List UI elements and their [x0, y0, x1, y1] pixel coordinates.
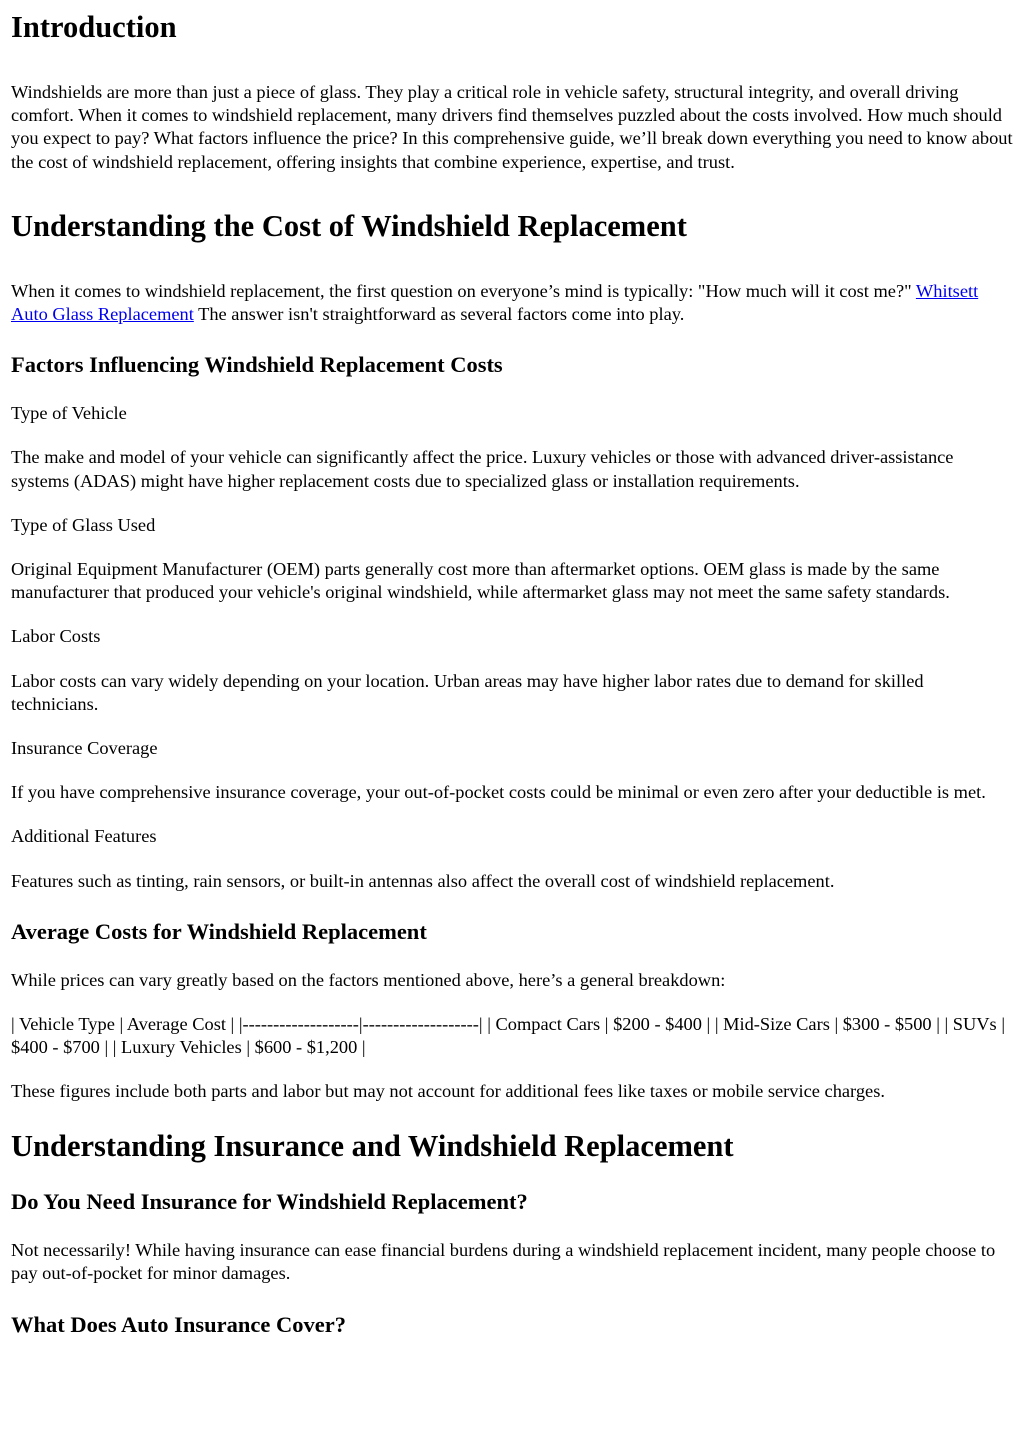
- factor-vehicle-title: Type of Vehicle: [11, 403, 127, 424]
- factor-features-title: Additional Features: [11, 826, 157, 847]
- article: [0, 10, 1024, 1338]
- average-note: These figures include both parts and labor but may not account for additional fees like taxes or mobile service charges.: [11, 1081, 885, 1102]
- factor-features-text: Features such as tinting, rain sensors, or built-in antennas also affect the overall cost of windshield replacement.: [11, 870, 835, 891]
- cost-heading: Understanding the Cost of Windshield Replacement: [11, 208, 687, 243]
- need-insurance-heading: Do You Need Insurance for Windshield Replacement?: [11, 1188, 528, 1214]
- average-intro: While prices can vary greatly based on the factors mentioned above, here’s a general breakdown:: [11, 969, 726, 990]
- factor-insurance-text: If you have comprehensive insurance coverage, your out-of-pocket costs could be minimal or even zero after your deductible is met.: [11, 782, 986, 803]
- intro-paragraph: Windshields are more than just a piece of glass. They play a critical role in vehicle safety, structural integrity, and overall driving comfort. When it comes to windshield replacement, many drivers find themselves puzzled about the costs involved. How much should you expect to pay? What factors influence the price? In this comprehensive guide, we’ll break down everything you need to know about the cost of windshield replacement, offering insights that combine experience, expertise, and trust.: [11, 82, 1013, 172]
- cost-paragraph: [11, 280, 1014, 326]
- insurance-heading: Understanding Insurance and Windshield Replacement: [11, 1128, 734, 1163]
- cost-text-before: When it comes to windshield replacement, the first question on everyone’s mind is typically: "How much will it cost me?": [11, 280, 916, 301]
- average-heading: Average Costs for Windshield Replacement: [11, 918, 427, 944]
- average-table-text: | Vehicle Type | Average Cost | |-------------------|-------------------| | Compact Cars | $200 - $400 | | Mid-Size Cars | $300 - $500 | | SUVs | $400 - $700 | | Luxury Vehicles | $600 - $1,200 |: [11, 1014, 1005, 1058]
- cost-text-after: The answer isn't straightforward as several factors come into play.: [193, 304, 685, 325]
- factors-heading: Factors Influencing Windshield Replacement Costs: [11, 352, 503, 378]
- factor-labor-title: Labor Costs: [11, 626, 101, 647]
- whitsett-auto-glass-link[interactable]: Whitsett Auto Glass Replacement: [11, 280, 979, 325]
- cover-heading: What Does Auto Insurance Cover?: [11, 1312, 346, 1338]
- intro-heading: Introduction: [11, 10, 177, 44]
- factor-vehicle-text: The make and model of your vehicle can significantly affect the price. Luxury vehicles or those with advanced driver-assistance systems (ADAS) might have higher replacement costs due to specialized glass or installation requirements.: [11, 447, 954, 491]
- need-insurance-text: Not necessarily! While having insurance can ease financial burdens during a windshield replacement incident, many people choose to pay out-of-pocket for minor damages.: [11, 1239, 996, 1283]
- factor-labor-text: Labor costs can vary widely depending on your location. Urban areas may have higher labor rates due to demand for skilled technicians.: [11, 670, 924, 714]
- factor-glass-title: Type of Glass Used: [11, 514, 156, 535]
- factor-insurance-title: Insurance Coverage: [11, 738, 158, 759]
- factor-glass-text: Original Equipment Manufacturer (OEM) parts generally cost more than aftermarket options. OEM glass is made by the same manufacturer that produced your vehicle's original windshield, while aftermarket glass may not meet the same safety standards.: [11, 559, 950, 603]
